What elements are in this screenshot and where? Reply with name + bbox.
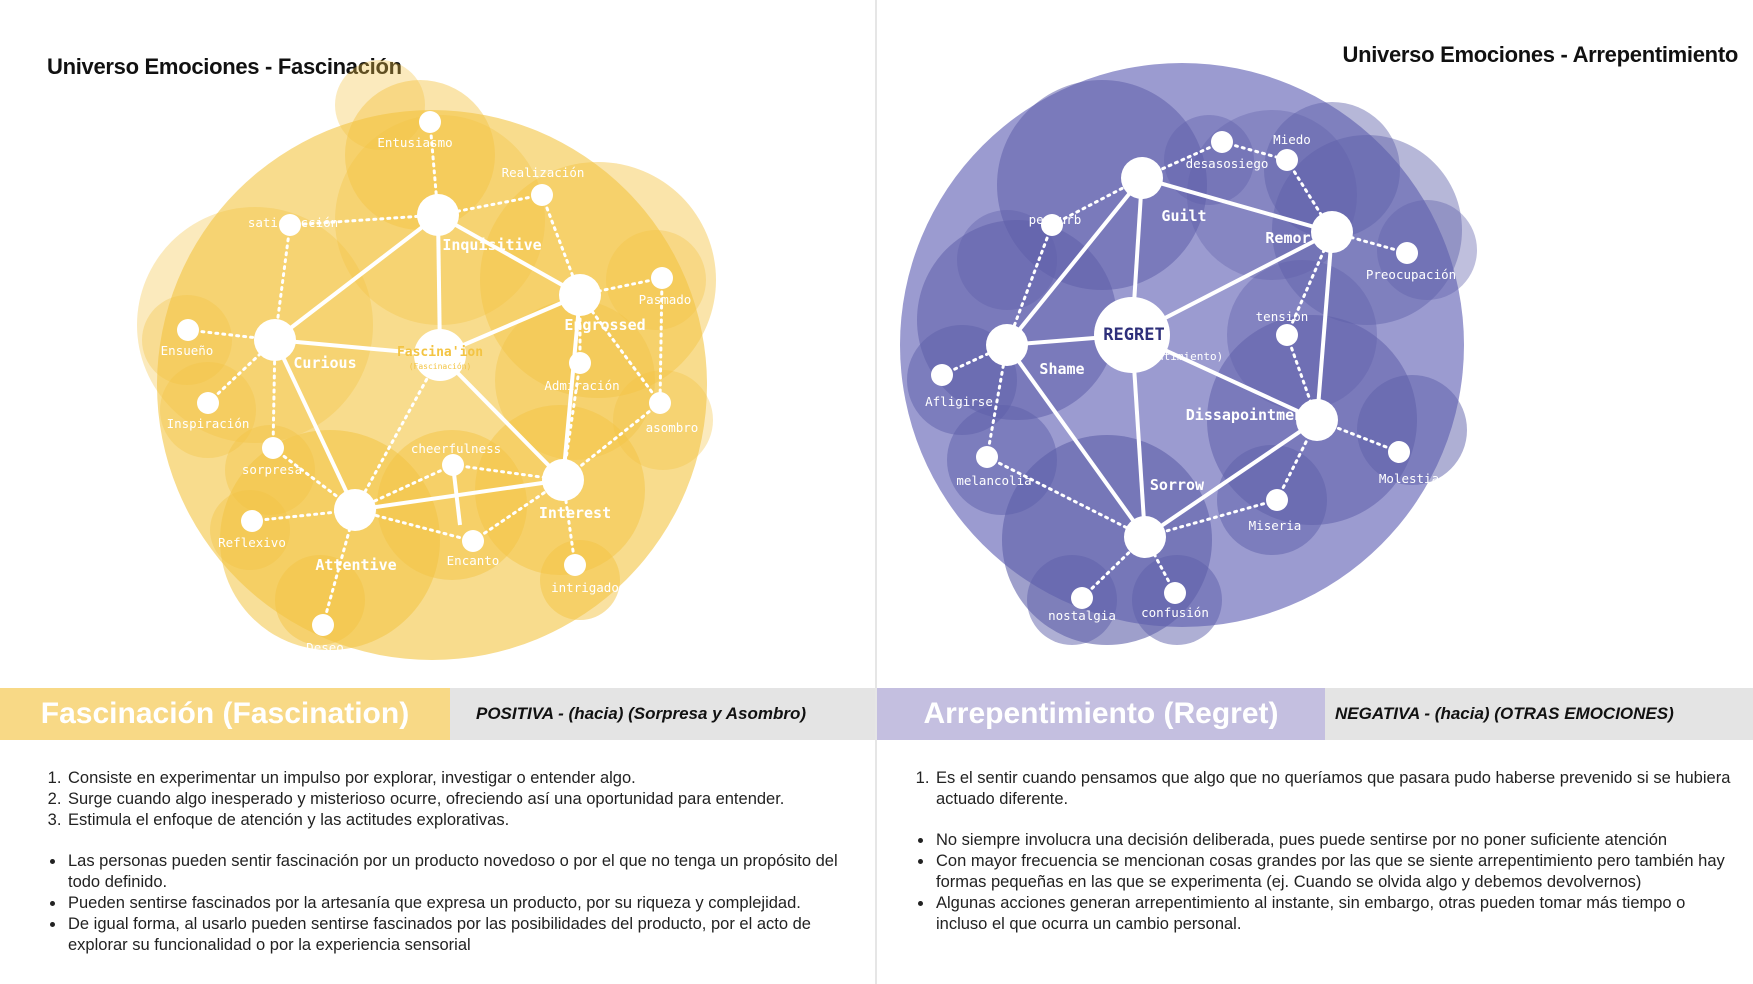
minor-label: tension	[1255, 309, 1309, 324]
minor-label: desasosiego	[1185, 156, 1269, 171]
list-item: 3. Estimula el enfoque de atención y las actitudes explorativas.	[66, 810, 856, 831]
main-label: Dissapointment	[1185, 406, 1313, 424]
minor-label: Miseria	[1248, 518, 1302, 533]
minor-label: asombro	[645, 420, 699, 435]
minor-label: Entusiasmo	[377, 135, 453, 150]
main-node	[1124, 516, 1166, 558]
minor-label: Inspiración	[166, 416, 250, 431]
list-item: • Pueden sentirse fascinados por la artesanía que expresa un producto, por su riqueza y complejidad.	[66, 893, 856, 914]
main-node	[417, 194, 459, 236]
minor-label: sorpresa	[241, 462, 303, 477]
left-title: Universo Emociones - Fascinación	[47, 54, 402, 79]
numbered-list	[914, 768, 1739, 810]
list-item: • Las personas pueden sentir fascinación por un producto novedoso o por el que no tenga un propósito del todo definido.	[66, 851, 856, 893]
center-sublabel: (Arrepentimiento)	[1110, 350, 1224, 363]
minor-label: Preocupación	[1365, 267, 1457, 282]
list-item: • No siempre involucra una decisión deliberada, pues puede sentirse por no poner suficiente atención	[934, 830, 1739, 851]
main-node	[986, 324, 1028, 366]
bullet-list	[914, 830, 1739, 935]
minor-label: intrigado	[551, 580, 619, 595]
list-item: 1. Consiste en experimentar un impulso por explorar, investigar o entender algo.	[66, 768, 856, 789]
main-label: Attentive	[315, 556, 397, 574]
main-label: Remorse	[1265, 229, 1329, 247]
minor-label: Realización	[501, 165, 585, 180]
list-item: • De igual forma, al usarlo pueden sentirse fascinados por las posibilidades del producto, por el acto de explorar su funcionalidad o por la experiencia sensorial	[66, 914, 856, 956]
emotion-classification: POSITIVA - (hacia) (Sorpresa y Asombro)	[450, 688, 875, 740]
main-label: Interest	[538, 504, 612, 522]
emotion-classification: NEGATIVA - (hacia) (OTRAS EMOCIONES)	[1325, 688, 1753, 740]
minor-label: cheerfulness	[410, 441, 502, 456]
regret-band	[877, 688, 1753, 740]
main-node	[254, 319, 296, 361]
center-label: REGRET	[1103, 325, 1165, 345]
minor-label: Admiración	[544, 378, 620, 393]
list-item: • Algunas acciones generan arrepentimiento al instante, sin embargo, otras pueden tomar más tiempo o incluso el que ocurra un cambio personal.	[934, 893, 1739, 935]
minor-label: Molestia	[1378, 471, 1440, 486]
list-item: 2. Surge cuando algo inesperado y misterioso ocurre, ofreciendo así una oportunidad para entender.	[66, 789, 856, 810]
minor-label: confusión	[1141, 605, 1209, 620]
list-item: • Con mayor frecuencia se mencionan cosas grandes por las que se siente arrepentimiento pero también hay formas pequeñas en las que se experimenta (ej. Cuando se olvida algo y debemos devolvernos)	[934, 851, 1739, 893]
main-label: Engrossed	[564, 316, 646, 334]
main-label: Curious	[293, 354, 357, 372]
minor-label: Deseo	[306, 640, 344, 655]
main-label: Sorrow	[1149, 476, 1205, 494]
minor-label: Encanto	[446, 553, 500, 568]
bubble	[1357, 375, 1467, 485]
main-label: Guilt	[1161, 207, 1207, 225]
minor-label: nostalgia	[1048, 608, 1116, 623]
list-item: 1. Es el sentir cuando pensamos que algo que no queríamos que pasara pudo haberse prevenido si se hubiera actuado diferente.	[934, 768, 1739, 810]
main-label: Shame	[1039, 360, 1085, 378]
main-node	[542, 459, 584, 501]
regret-description	[914, 768, 1739, 935]
center-sublabel: (Fascinación)	[408, 362, 472, 371]
minor-label: Ensueño	[160, 343, 214, 358]
numbered-list	[46, 768, 856, 831]
fascination-description	[46, 768, 856, 956]
minor-label: satisfacción	[247, 215, 339, 230]
fascination-band	[0, 688, 875, 740]
minor-label: Afligirse	[925, 394, 993, 409]
minor-label: Miedo	[1273, 132, 1311, 147]
main-node	[559, 274, 601, 316]
emotion-name: Arrepentimiento (Regret)	[877, 688, 1325, 740]
minor-label: Pasmado	[638, 292, 692, 307]
main-node	[334, 489, 376, 531]
right-page	[877, 0, 1753, 984]
regret-diagram	[877, 0, 1753, 680]
fascination-diagram	[0, 0, 875, 680]
minor-label: melancolia	[956, 473, 1032, 488]
minor-label: Reflexivo	[218, 535, 286, 550]
left-page	[0, 0, 875, 984]
main-node	[1121, 157, 1163, 199]
right-title: Universo Emociones - Arrepentimiento	[1342, 42, 1738, 67]
minor-label: perturb	[1028, 212, 1082, 227]
center-label: Fascina'ion	[396, 345, 484, 360]
emotion-name: Fascinación (Fascination)	[0, 688, 450, 740]
main-label: Inquisitive	[442, 236, 542, 254]
bullet-list	[46, 851, 856, 956]
